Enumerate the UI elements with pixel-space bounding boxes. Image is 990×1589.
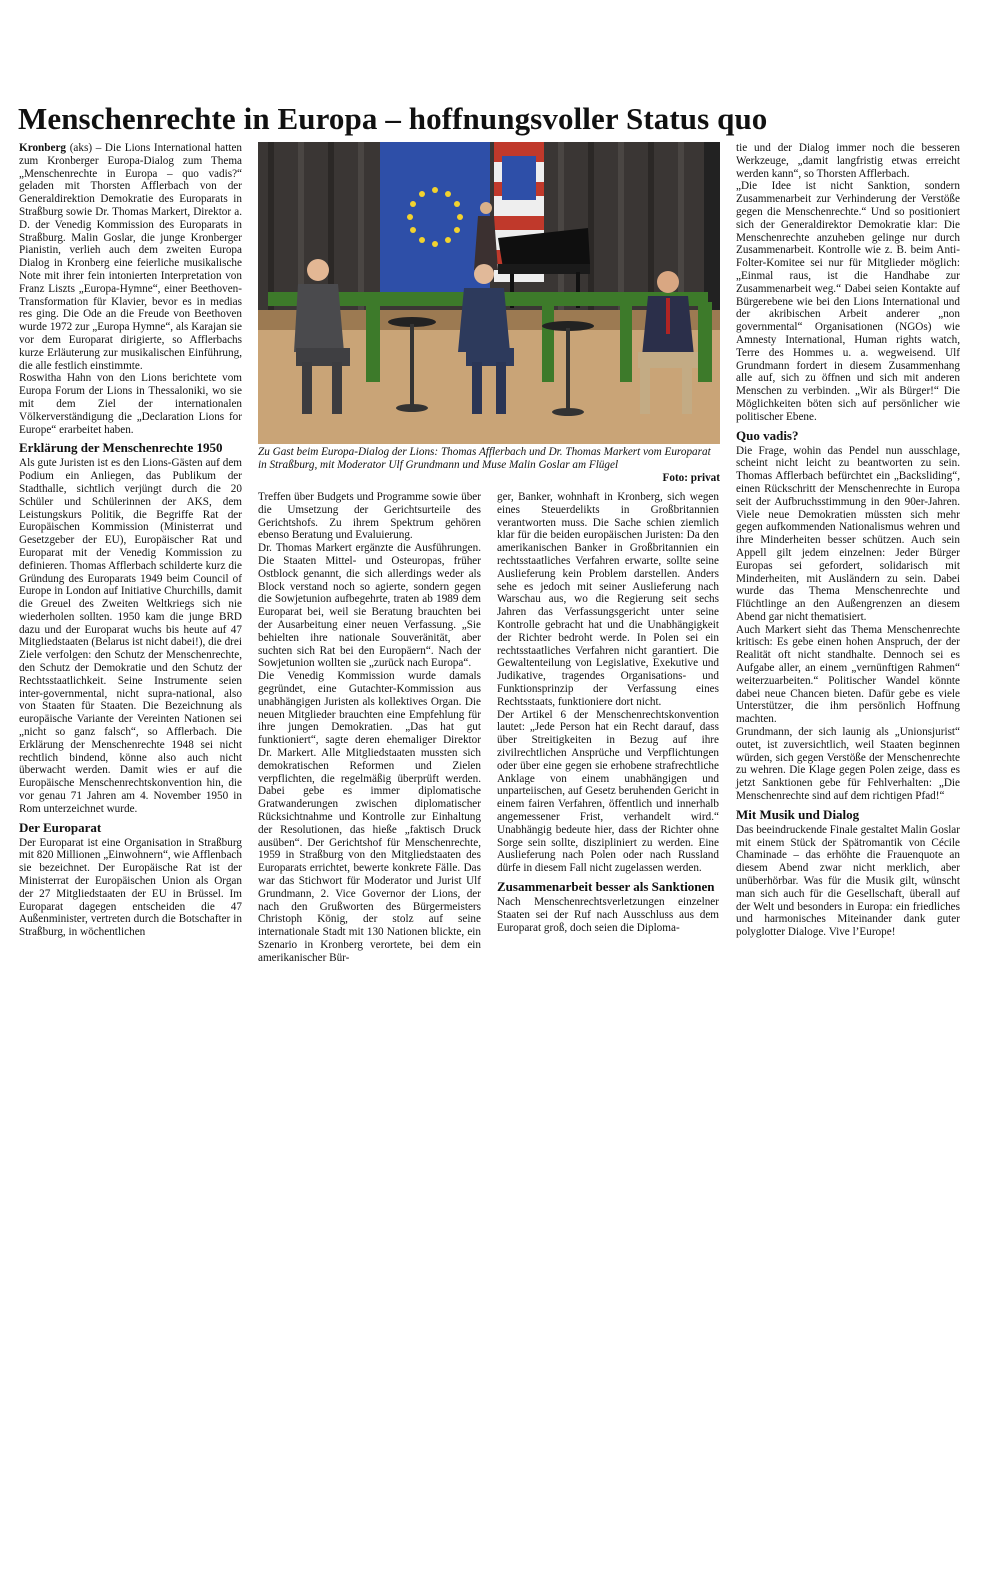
paragraph: Die Venedig Kommission wurde damals gegründet, eine Gutachter-Kommission aus unabhängigen Juristen als kollektives Organ. Die neuen Mitglieder brauchten eine Empfehlung für ihre jungen Demokratien. „Das hat gut funktioniert“, sagte deren ehemaliger Direktor Dr. Markert. Alle Mitgliedstaaten mussten sich demokratischen Reformen und Zielen verpflichten, die regelmäßig überprüft werden. Dabei gebe es immer diplomatische Gratwanderungen zwischen diplomatischer Rücksichtnahme und Kontrolle zur Einhaltung der Resolutionen, das hieße „faktisch Druck ausüben“. Der Gerichtshof für Menschenrechte, 1959 in Straßburg von den Mitgliedstaaten des Europarats errichtet, bewerte konkrete Fälle. Das war das Stichwort für Moderator und Jurist Ulf Grundmann, 2. Vice Governor der Lions, der nach den Grußworten des Bürgermeisters Christoph König, der stolz auf seine internationale Stadt mit 130 Nationen blickte, ein Szenario in Kronberg verortete, bei dem ein amerikanischer Bür-: [258, 670, 481, 964]
paragraph: Das beeindruckende Finale gestaltet Malin Goslar mit einem Stück der Spätromantik von Cécile Chaminade – das erhöhte die Frauenquote an diesem Abend zwar nicht merklich, aber unüberhörbar. Was für die Musik gilt, wünscht man sich auch für die Gesellschaft, überall auf der Welt und besonders in Europa: ein friedliches und harmonisches Miteinander dank guter polyglotter Dialoge. Vive l’Europe!: [736, 823, 960, 939]
lead-place: Kronberg: [19, 142, 67, 154]
paragraph: Der Artikel 6 der Menschenrechtskonvention lautet: „Jede Person hat ein Recht darauf, dass über Streitigkeiten in Bezug auf ihre zivilrechtlichen Ansprüche und Verpflichtungen oder über eine gegen sie erhobene strafrechtliche Anklage von einem unabhängigen und unparteiischen, auf Gesetz beruhenden Gericht in einem fairen Verfahren, öffentlich und innerhalb angemessener Frist, verhandelt wird.“ Unabhängig bedeute hier, dass der Richter ohne Sorge sein sollte, diszipliniert zu werden. Eine Auslieferung nach Polen oder nach Russland dürfe in diesem Fall nicht zugelassen werden.: [497, 708, 719, 875]
paragraph: Als gute Juristen ist es den Lions-Gästen auf dem Podium ein Anliegen, das Publikum der Stadthalle, sichtlich verjüngt durch die 20 Schüler und Schülerinnen der AKS, dem Leistungskurs Politik, die Begriffe Rat der Europäischen Kommission (Ministerrat und Gesetzgeber der EU), Europäischer Rat und Europarat mit der Venedig Kommission zu definieren. Thomas Afflerbach schilderte kurz die Gründung des Europarats 1949 beim Council of Europe in London auf Initiative Churchills, damit die Greuel des Zweiten Weltkriegs sich nie wiederholen sollten. 1950 kam die junge BRD dazu und der Europarat wuchs bis heute auf 47 Mitgliedstaaten (Belarus ist nicht dabei!), die drei Ziele verfolgen: den Schutz der Menschenrechte, den Schutz der Demokratie und den Schutz der Rechtsstaatlichkeit. Seine Instrumente seien inter-governmental, nicht supra-national, also von Staaten für Staaten. Die Bezeichnung als europäische Variante der Vereinten Nationen sei „nicht so ganz falsch“, so Afflerbach. Die Erklärung der Menschenrechte 1948 sei nicht rechtlich bindend, könne also auch nicht überwacht werden. Damit wies er auf die Europäische Menschenrechtskonvention hin, die vor genau 71 Jahren am 4. November 1950 in Rom unterzeichnet wurde.: [19, 457, 242, 815]
photo-credit: Foto: privat: [662, 471, 720, 484]
article-column-2: [258, 491, 481, 964]
stage-illustration: [258, 142, 720, 444]
paragraph: Die Frage, wohin das Pendel nun ausschlage, scheint nicht leicht zu beantworten zu sein. Thomas Afflerbach befürchtet ein „Backsliding“, einen Rückschritt der Menschenrechte in Europa seit der Aufbruchsstimmung in den 90er-Jahren. Viele neue Demokratien müssten sich mehr gegen aufkommenden Nationalismus wehren und ihre Minderheiten besser schützen. Auch sein Appell gilt jedem einzelnen: Jeder Bürger Europas sei gefordert, solidarisch mit Minderheiten, mit Ausländern zu sein. Dabei wurde das Thema Menschenrechte und Flüchtlinge an den Außengrenzen an diesem Abend gar nicht thematisiert.: [736, 444, 960, 623]
article-column-3: [497, 491, 719, 934]
eu-flag: [380, 142, 490, 302]
paragraph: Treffen über Budgets und Programme sowie über die Umsetzung der Gerichtsurteile des Gerichtshofs. Zu ihrem Spektrum gehören ebenso Beratung und Evaluierung.: [258, 491, 481, 542]
headline: Menschenrechte in Europa – hoffnungsvoller Status quo: [18, 101, 768, 136]
paragraph-text: (aks) – Die Lions International hatten zum Kronberger Europa-Dialog zum Thema „Menschenrechte in Europa – quo vadis?“ geladen mit Thorsten Afflerbach von der Generaldirektion Demokratie des Europarats in Straßburg sowie Dr. Thomas Markert, Direktor a. D. der Venedig Kommission des Europarats in Straßburg. Malin Goslar, die junge Kronberger Pianistin, verlieh auch dem zweiten Europa Dialog in Kronberg eine feierliche musikalische Note mit ihrer fein intonierten Interpretation von Franz Liszts „Europa-Hymne“, einer Beethoven-Transformation für Klavier, bevor es in medias res ging. Die Ode an die Freude von Beethoven wurde 1972 zur „Europa Hymne“, als Karajan sie vor dem Europarat dirigierte, so Afflerbachs kurze Erläuterung zur musikalischen Einführung, die alle festlich einstimmte.: [19, 142, 243, 372]
article-column-1: [19, 142, 242, 939]
event-photo: [258, 142, 720, 444]
paragraph: [19, 142, 242, 372]
subheading: Mit Musik und Dialog: [736, 806, 860, 822]
paragraph: „Die Idee ist nicht Sanktion, sondern Zusammenarbeit zur Verhinderung der Verstöße gegen die Menschenrechte.“ Und so positioniert sich der Generaldirektor Demokratie klar: Die Menschenrechte anzuheben gelinge nur durch Zusammenarbeit. Kontrolle wie z. B. beim Anti-Folter-Komitee sei nur für Mitglieder möglich: „Einmal raus, ist die Handhabe zur Zusammenarbeit weg.“ Dabei seien Kontakte auf Bürgerebene wie bei den Lions International und der akribischen Arbeit anderer „non governmental“ Organisationen (NGOs) wie Amnesty International, Human rights watch, Terre des Hommes u. a. wegweisend. Ulf Grundmann fordert in diesem Zusammenhang alle auf, sich zu öffnen und sich mit anderen Menschen zu verbinden. „Wir als Bürger!“ Die Möglichkeiten böten sich auf persönlicher wie politischer Ebene.: [736, 180, 960, 423]
subheading: Zusammenarbeit besser als Sanktionen: [497, 878, 715, 894]
paragraph: Dr. Thomas Markert ergänzte die Ausführungen. Die Staaten Mittel- und Osteuropas, früher Ostblock genannt, die sich allerdings weder als Block verstand noch so agierte, sondern gegen die Sowjetunion aufbegehrte, traten ab 1989 dem Europarat bei, weil sie Beratung brauchten bei der Ausarbeitung einer neuen Verfassung. „Sie behielten ihre nationale Souveränität, aber suchten sich Rat bei den Europäern“. Nach der Sowjetunion wollten sie „zurück nach Europa“.: [258, 542, 481, 670]
subheading: Quo vadis?: [736, 427, 799, 443]
paragraph: ger, Banker, wohnhaft in Kronberg, sich wegen eines Steuerdelikts in Großbritannien verantworten muss. Die Sache schien ziemlich klar für die beiden europäischen Juristen: Da den amerikanischen Banker in Großbritannien ein rechtsstaatliches Verfahren erwarte, sollte seine Auslieferung kein Problem darstellen. Anders sehe es jedoch mit seiner Auslieferung nach Warschau aus, wo die Regierung seit sechs Jahren das Verfassungsgericht unter seine Kontrolle gebracht hat und die Unabhängigkeit der Richter bedroht werde. In Polen sei ein rechtsstaatliches Verfahren nicht garantiert. Die Gewaltenteilung von Legislative, Exekutive und Judikative, tragendes Organisations- und Funktionsprinzip der Verfassung eines Rechtsstaats, funktioniere dort nicht.: [497, 491, 719, 708]
paragraph: Roswitha Hahn von den Lions berichtete vom Europa Forum der Lions in Thessaloniki, wo sie mit dem Ziel der internationalen Völkerverständigung die „Declaration Lions for Europe“ erarbeitet haben.: [19, 372, 242, 436]
subheading: Der Europarat: [19, 819, 102, 835]
paragraph: Grundmann, der sich launig als „Unionsjurist“ outet, ist zuversichtlich, weil Staaten beginnen würden, sich gegen Verstöße der Menschenrechte zu wehren. Die Klage gegen Polen zeige, dass es jetzt Sanktionen gebe für Fehlverhalten: „Die Menschenrechte sind auf dem richtigen Pfad!“: [736, 726, 960, 803]
photo-caption: [258, 446, 720, 484]
paragraph: Der Europarat ist eine Organisation in Straßburg mit 820 Millionen „Einwohnern“, wie Afflenbach sie bezeichnet. Der Europäische Rat ist der Ministerrat der Europäischen Union als Organ der 27 Mitgliedstaaten der EU in Brüssel. Im Europarat dagegen entscheiden die 47 Außenminister, vertreten durch die Botschafter in Straßburg, in wöchentlichen: [19, 836, 242, 939]
paragraph: tie und der Dialog immer noch die besseren Werkzeuge, „damit langfristig etwas erreicht werden kann“, so Thorsten Afflerbach.: [736, 142, 960, 180]
caption-text: Zu Gast beim Europa-Dialog der Lions: Thomas Afflerbach und Dr. Thomas Markert vom Europarat in Straßburg, mit Moderator Ulf Grundmann und Muse Malin Goslar am Flügel: [258, 446, 711, 471]
article-column-4: [736, 142, 960, 939]
paragraph: Nach Menschenrechtsverletzungen einzelner Staaten sei der Ruf nach Ausschluss aus dem Europarat groß, doch seien die Diploma-: [497, 895, 719, 934]
subheading: Erklärung der Menschenrechte 1950: [19, 440, 223, 456]
paragraph: Auch Markert sieht das Thema Menschenrechte kritisch: Es gebe einen hohen Anspruch, der der Realität oft nicht standhalte. Dennoch sei es Aufgabe aller, an einem „vernünftigen Rahmen“ weiterzuarbeiten.“ Politischer Wandel könnte dabei neue Chancen bieten. Dafür gebe es viele Unterstützer, die ihm persönlich Hoffnung machten.: [736, 623, 960, 726]
